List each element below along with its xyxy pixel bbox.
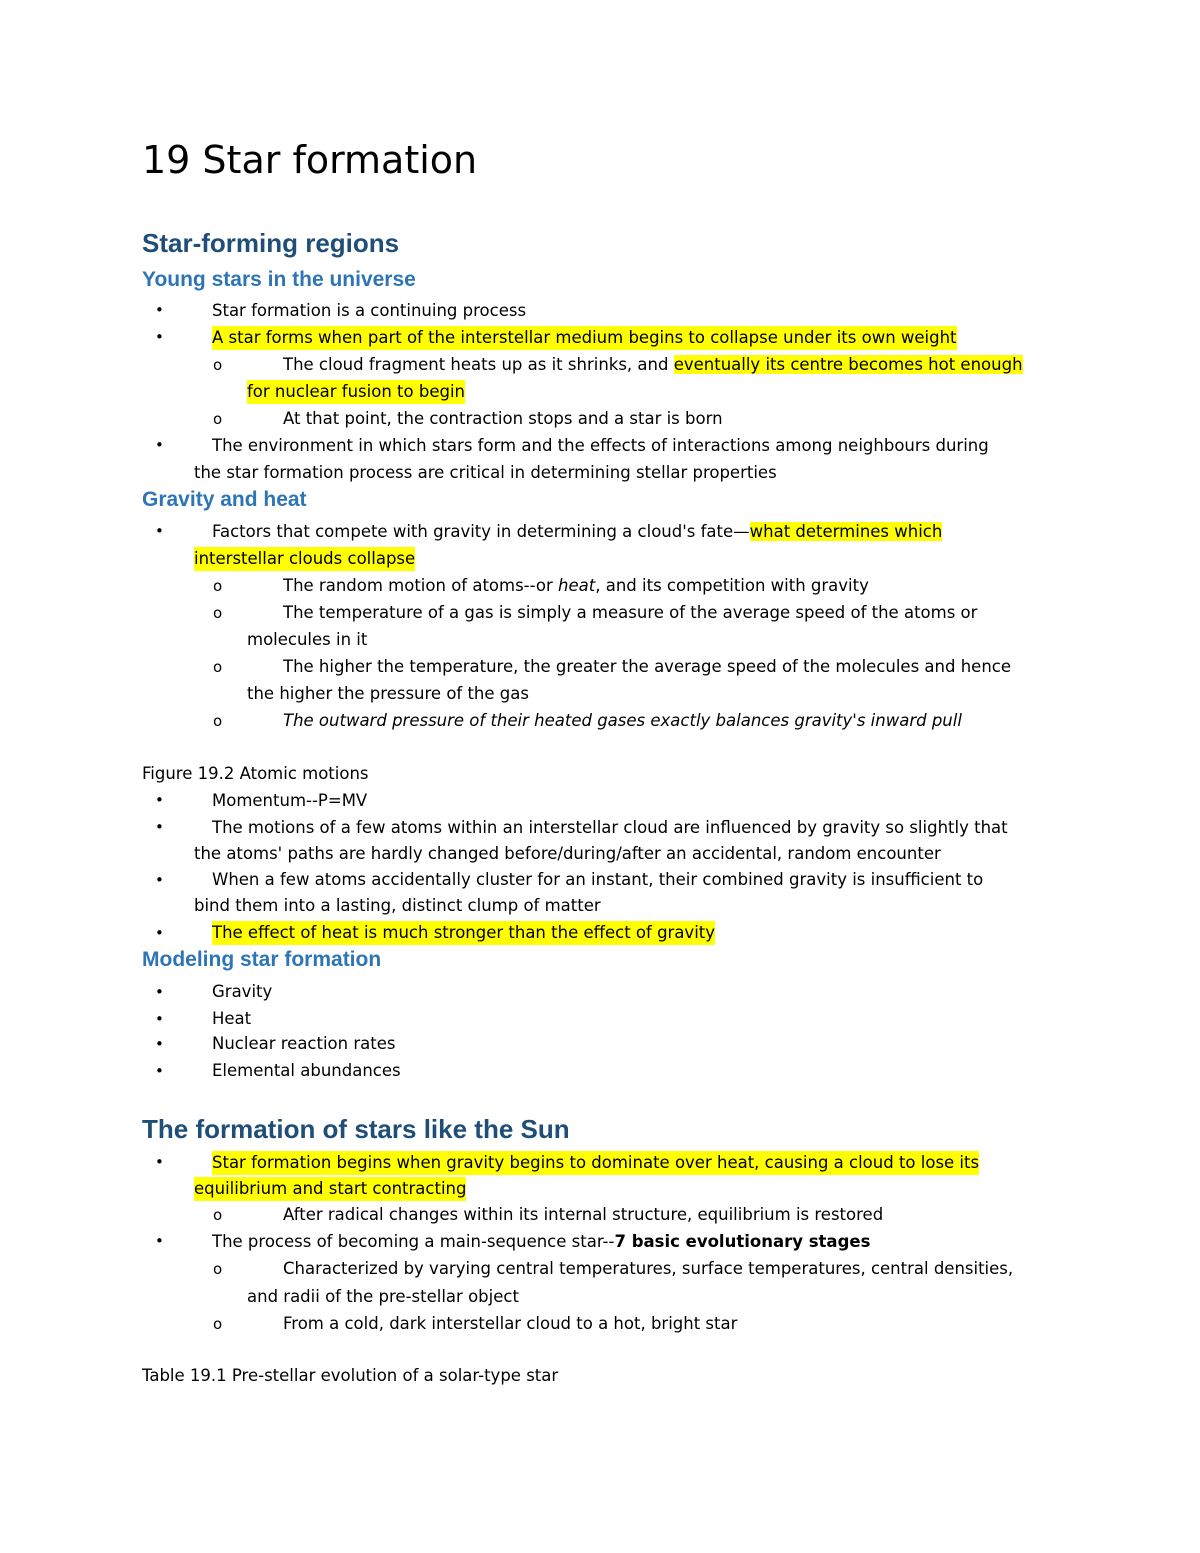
bullet-icon: • [155,436,164,454]
sub-bullet-icon: o [213,712,223,730]
bullet-icon: • [155,924,164,942]
sub-list-item [283,574,869,598]
list-item-continuation: bind them into a lasting, distinct clump of matter [194,896,601,915]
text-run: , and its competition with gravity [595,576,869,595]
heading-modeling-star-formation: Modeling star formation [142,948,382,971]
sub-list-item: The higher the temperature, the greater the average speed of the molecules and hence [283,657,1012,676]
bullet-icon: • [155,983,164,1001]
sub-list-item: At that point, the contraction stops and a star is born [283,409,723,428]
list-item-highlighted: A star forms when part of the interstellar medium begins to collapse under its own weight [212,326,957,350]
sub-bullet-icon: o [213,1315,223,1333]
sub-list-item [283,353,1023,377]
bullet-icon: • [155,328,164,346]
bullet-icon: • [155,522,164,540]
list-item: Gravity [212,982,273,1001]
list-item: Star formation is a continuing process [212,301,527,320]
list-item-highlighted: The effect of heat is much stronger than the effect of gravity [212,921,715,945]
sub-bullet-icon: o [213,1206,223,1224]
list-item-highlighted: Star formation begins when gravity begins to dominate over heat, causing a cloud to lose its [212,1151,979,1175]
list-item-continuation: the star formation process are critical in determining stellar properties [194,463,777,482]
list-item: When a few atoms accidentally cluster for an instant, their combined gravity is insufficient to [212,870,984,889]
bullet-icon: • [155,1010,164,1028]
bullet-icon: • [155,871,164,889]
text-run: The cloud fragment heats up as it shrinks, and [283,355,674,374]
bullet-icon: • [155,1232,164,1250]
heading-star-forming-regions: Star-forming regions [142,228,400,258]
heading-formation-of-stars-like-sun: The formation of stars like the Sun [142,1114,570,1144]
list-item-continuation: interstellar clouds collapse [194,547,415,571]
text-run: The random motion of atoms--or [283,576,559,595]
list-item-continuation: the atoms' paths are hardly changed before/during/after an accidental, random encounter [194,844,941,863]
list-item: Nuclear reaction rates [212,1034,396,1053]
list-item: Elemental abundances [212,1061,401,1080]
bullet-icon: • [155,791,164,809]
sub-list-item: From a cold, dark interstellar cloud to a hot, bright star [283,1314,738,1333]
highlighted-text: what determines which [749,522,943,541]
sub-list-item-continuation: the higher the pressure of the gas [247,684,529,703]
highlighted-text: eventually its centre becomes hot enough [673,355,1023,374]
text-run: The process of becoming a main-sequence star-- [212,1232,615,1251]
sub-bullet-icon: o [213,577,223,595]
bullet-icon: • [155,301,164,319]
sub-bullet-icon: o [213,604,223,622]
bullet-icon: • [155,1062,164,1080]
list-item: Momentum--P=MV [212,791,368,810]
list-item: The motions of a few atoms within an interstellar cloud are influenced by gravity so slightly that [212,818,1008,837]
sub-list-item-continuation: molecules in it [247,630,368,649]
table-caption: Table 19.1 Pre-stellar evolution of a solar-type star [142,1366,559,1385]
list-item [212,520,942,544]
bullet-icon: • [155,1035,164,1053]
document-title: 19 Star formation [142,138,478,182]
bullet-icon: • [155,818,164,836]
sub-list-item-italic: The outward pressure of their heated gases exactly balances gravity's inward pull [283,711,962,730]
sub-list-item: The temperature of a gas is simply a measure of the average speed of the atoms or [283,603,978,622]
sub-list-item-continuation: and radii of the pre-stellar object [247,1287,519,1306]
sub-bullet-icon: o [213,1260,223,1278]
sub-bullet-icon: o [213,356,223,374]
italic-text: heat [558,576,596,595]
sub-bullet-icon: o [213,658,223,676]
sub-bullet-icon: o [213,410,223,428]
figure-caption: Figure 19.2 Atomic motions [142,764,369,783]
sub-list-item: After radical changes within its internal structure, equilibrium is restored [283,1205,884,1224]
heading-gravity-and-heat: Gravity and heat [142,488,307,511]
list-item: The environment in which stars form and the effects of interactions among neighbours during [212,436,989,455]
bullet-icon: • [155,1153,164,1171]
list-item: Heat [212,1009,252,1028]
sub-list-item-continuation: for nuclear fusion to begin [247,380,465,404]
heading-young-stars: Young stars in the universe [142,268,416,291]
sub-list-item: Characterized by varying central temperatures, surface temperatures, central densities, [283,1259,1014,1278]
text-run: Factors that compete with gravity in determining a cloud's fate— [212,522,750,541]
list-item [212,1230,870,1254]
list-item-continuation: equilibrium and start contracting [194,1177,466,1201]
bold-text: 7 basic evolutionary stages [614,1232,871,1251]
